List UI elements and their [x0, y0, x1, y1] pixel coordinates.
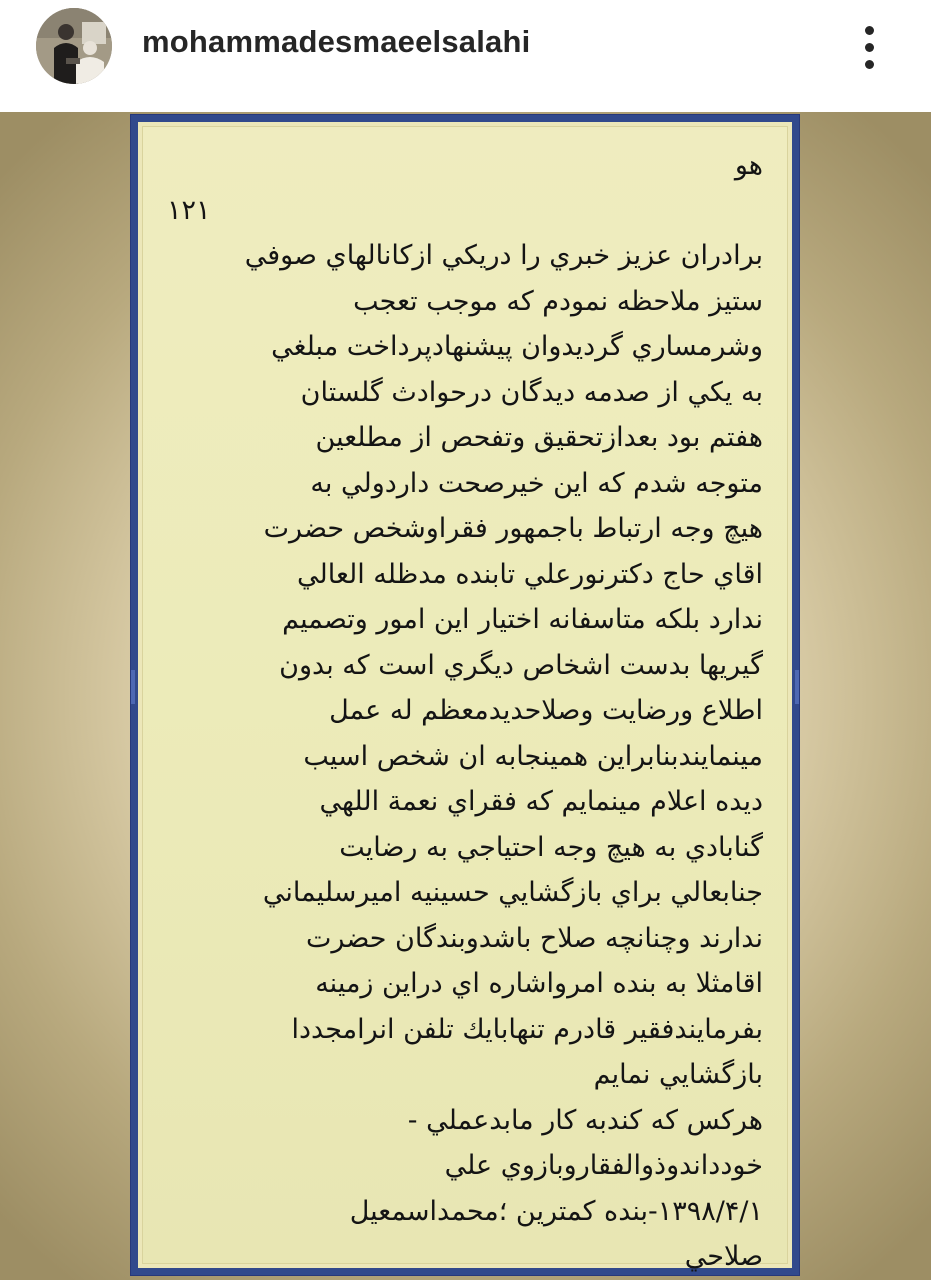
letter-frame	[131, 115, 799, 1275]
profile-photo-icon	[36, 8, 112, 84]
avatar[interactable]	[36, 8, 112, 84]
letter-line: اطلاع ورضايت وصلاحديدمعظم له عمل	[329, 695, 763, 726]
letter-line: به يكي از صدمه ديدگان درحوادث گلستان	[300, 376, 763, 408]
letter-line: هفتم بود بعدازتحقيق وتفحص از مطلعين	[315, 422, 763, 453]
letter-line: صلاحي	[684, 1241, 763, 1272]
letter-line: اقاي حاج دكترنورعلي تابنده مدظله العالي	[297, 558, 763, 590]
letter-line: مينمايندبنابراين همينجابه ان شخص اسيب	[303, 740, 763, 772]
more-vertical-icon	[865, 26, 874, 35]
letter-line: وشرمساري گرديدوان پيشنهادپرداخت مبلغي	[271, 331, 763, 362]
frame-tab-right	[795, 670, 799, 704]
letter-line: هركس كه كندبه كار مابدعملي -	[407, 1104, 763, 1136]
letter-line: ستيز ملاحظه نمودم كه موجب تعجب	[353, 285, 763, 317]
letter-line: بازگشايي نمايم	[593, 1059, 763, 1090]
frame-tab-left	[131, 670, 135, 704]
letter-line: ديده اعلام مينمايم كه فقراي نعمة اللهي	[319, 786, 763, 817]
letter-line: گيريها بدست اشخاص ديگري است كه بدون	[279, 649, 763, 681]
letter-line: گنابادي به هيچ وجه احتياجي به رضايت	[339, 831, 763, 863]
letter-number: ۱۲۱	[167, 195, 211, 226]
letter-paper	[142, 126, 788, 1272]
post-header	[0, 0, 931, 112]
letter-text	[163, 143, 763, 1280]
letter-line: برادران عزيز خبري را دريكي ازكانالهاي صوفي	[244, 240, 763, 271]
more-options-button[interactable]	[850, 18, 890, 76]
letter-line: اقامثلا به بنده امرواشاره اي دراين زمينه	[315, 968, 763, 999]
letter-line: بفرمايندفقير قادرم تنهابايك تلفن انرامجددا	[291, 1013, 763, 1045]
letter-line: خودداندوذوالفقاروبازوي علي	[444, 1150, 763, 1181]
username[interactable]: mohammadesmaeelsalahi	[142, 24, 531, 59]
post-image[interactable]	[0, 112, 931, 1280]
letter-line: ندارند وچنانچه صلاح باشدوبندگان حضرت	[306, 922, 763, 954]
letter-line: متوجه شدم كه اين خيرصحت داردولي به	[310, 467, 763, 499]
letter-line: ۱۳۹۸/۴/۱-بنده كمترين ؛محمداسمعيل	[349, 1195, 763, 1227]
letter-line: ندارد بلكه متاسفانه اختيار اين امور وتصميم	[282, 604, 763, 635]
letter-heading: هو	[734, 150, 763, 181]
letter-line: جنابعالي براي بازگشايي حسينيه اميرسليماني	[262, 877, 763, 908]
letter-line: هيچ وجه ارتباط باجمهور فقراوشخص حضرت	[263, 513, 763, 544]
